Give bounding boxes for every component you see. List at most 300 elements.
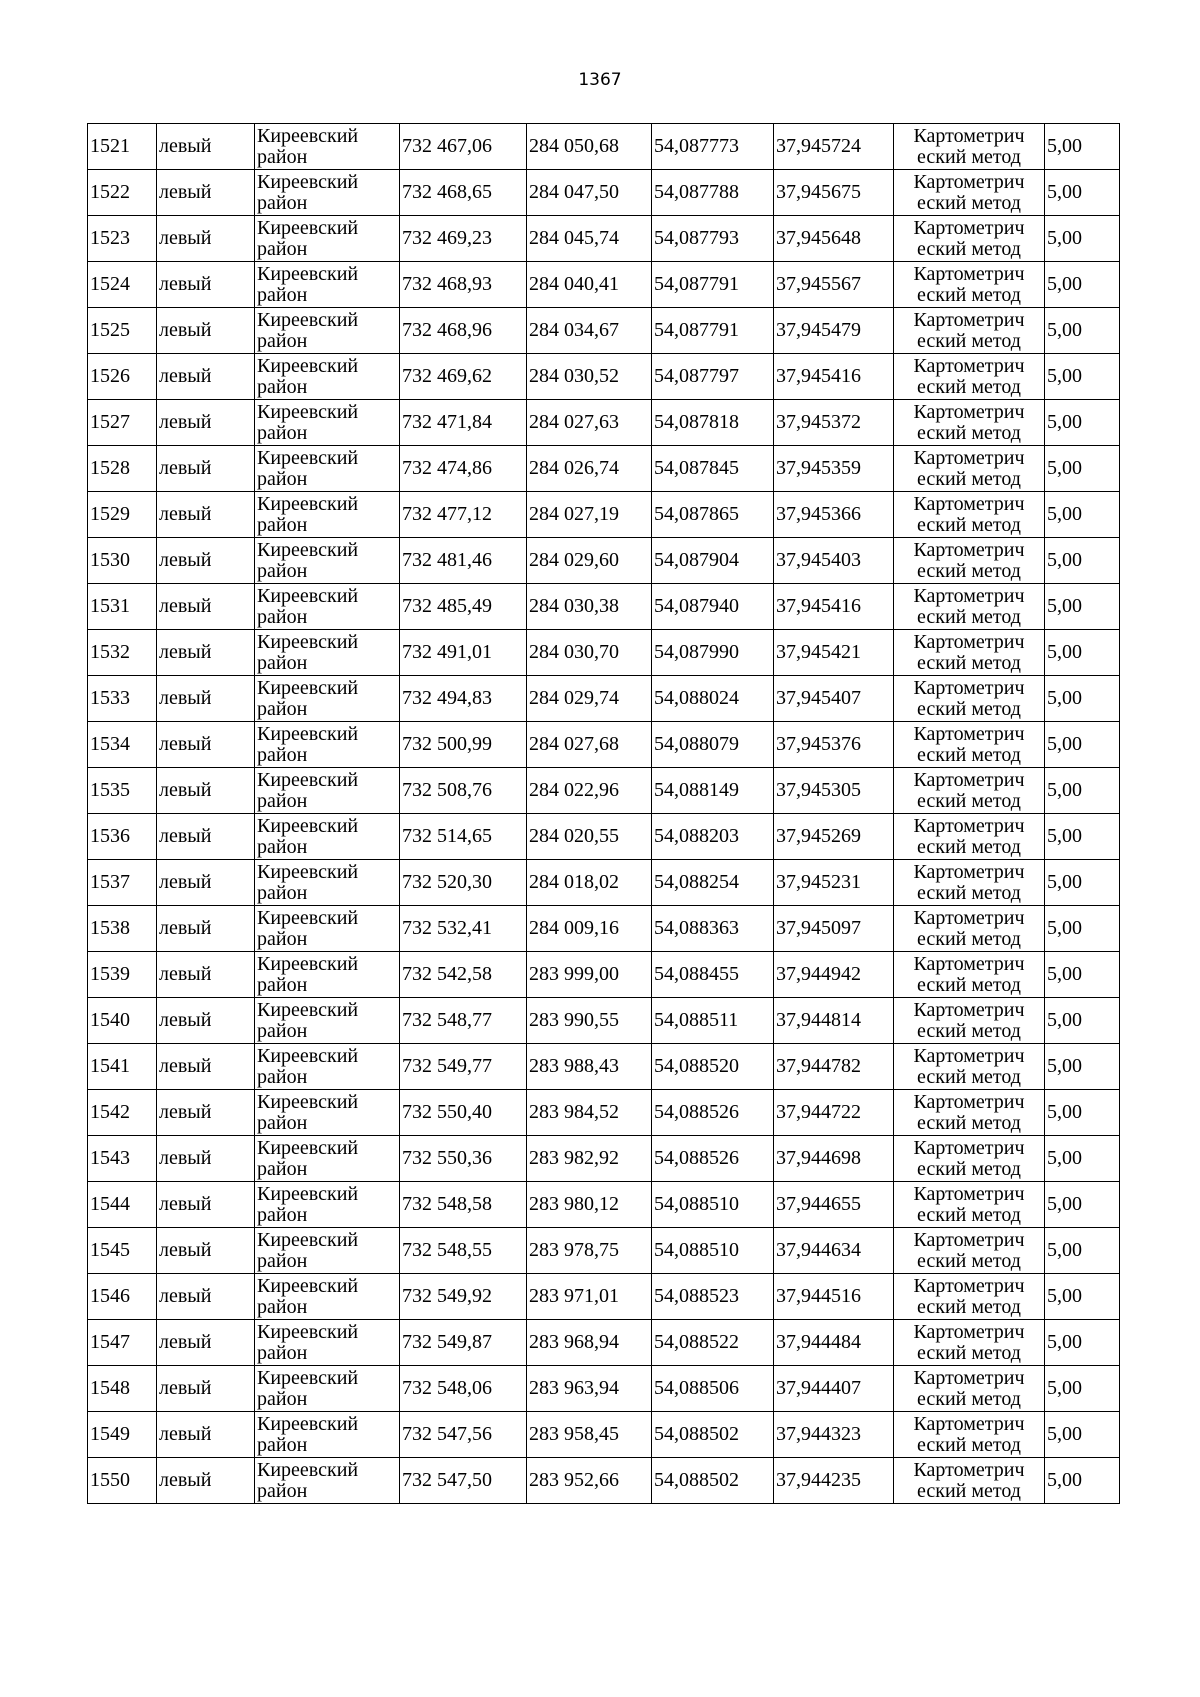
district-line: район — [257, 789, 308, 812]
district-line: Киреевский — [257, 722, 359, 745]
bank-cell: левый — [157, 308, 255, 354]
x-coordinate-cell: 732 547,50 — [400, 1458, 527, 1504]
value-cell: 5,00 — [1045, 492, 1120, 538]
value-cell: 5,00 — [1045, 1044, 1120, 1090]
point-number-cell: 1534 — [88, 722, 157, 768]
y-coordinate-cell: 284 047,50 — [527, 170, 652, 216]
method-cell — [894, 400, 1045, 446]
district-line: район — [257, 1203, 308, 1226]
method-line: еский метод — [917, 1341, 1021, 1364]
district-cell — [255, 952, 400, 998]
x-coordinate-cell: 732 548,77 — [400, 998, 527, 1044]
value-cell: 5,00 — [1045, 446, 1120, 492]
district-line: район — [257, 513, 308, 536]
longitude-cell: 37,945359 — [774, 446, 894, 492]
district-line: район — [257, 973, 308, 996]
method-line: еский метод — [917, 605, 1021, 628]
latitude-cell: 54,088502 — [652, 1458, 774, 1504]
bank-cell: левый — [157, 1090, 255, 1136]
method-line: еский метод — [917, 835, 1021, 858]
method-line: еский метод — [917, 421, 1021, 444]
method-line: Картометрич — [913, 124, 1025, 147]
bank-cell: левый — [157, 1044, 255, 1090]
table-body — [88, 124, 1120, 1504]
district-line: Киреевский — [257, 676, 359, 699]
method-line: Картометрич — [913, 1182, 1025, 1205]
bank-cell: левый — [157, 1274, 255, 1320]
point-number-cell: 1538 — [88, 906, 157, 952]
y-coordinate-cell: 283 978,75 — [527, 1228, 652, 1274]
method-line: Картометрич — [913, 1044, 1025, 1067]
method-cell — [894, 124, 1045, 170]
x-coordinate-cell: 732 471,84 — [400, 400, 527, 446]
x-coordinate-cell: 732 469,23 — [400, 216, 527, 262]
longitude-cell: 37,945372 — [774, 400, 894, 446]
district-line: Киреевский — [257, 538, 359, 561]
method-line: еский метод — [917, 881, 1021, 904]
table-row — [88, 630, 1120, 676]
y-coordinate-cell: 283 982,92 — [527, 1136, 652, 1182]
method-line: Картометрич — [913, 814, 1025, 837]
value-cell: 5,00 — [1045, 1412, 1120, 1458]
district-line: район — [257, 1065, 308, 1088]
bank-cell: левый — [157, 676, 255, 722]
point-number-cell: 1525 — [88, 308, 157, 354]
table-row — [88, 1044, 1120, 1090]
point-number-cell: 1537 — [88, 860, 157, 906]
method-cell — [894, 1274, 1045, 1320]
method-line: Картометрич — [913, 998, 1025, 1021]
point-number-cell: 1542 — [88, 1090, 157, 1136]
method-line: Картометрич — [913, 538, 1025, 561]
x-coordinate-cell: 732 548,55 — [400, 1228, 527, 1274]
y-coordinate-cell: 283 984,52 — [527, 1090, 652, 1136]
y-coordinate-cell: 283 988,43 — [527, 1044, 652, 1090]
method-line: Картометрич — [913, 722, 1025, 745]
longitude-cell: 37,945403 — [774, 538, 894, 584]
bank-cell: левый — [157, 400, 255, 446]
value-cell: 5,00 — [1045, 308, 1120, 354]
latitude-cell: 54,088254 — [652, 860, 774, 906]
value-cell: 5,00 — [1045, 630, 1120, 676]
y-coordinate-cell: 284 050,68 — [527, 124, 652, 170]
method-line: еский метод — [917, 283, 1021, 306]
latitude-cell: 54,087797 — [652, 354, 774, 400]
bank-cell: левый — [157, 1458, 255, 1504]
method-line: еский метод — [917, 651, 1021, 674]
district-line: район — [257, 1295, 308, 1318]
value-cell: 5,00 — [1045, 768, 1120, 814]
longitude-cell: 37,945366 — [774, 492, 894, 538]
district-cell — [255, 998, 400, 1044]
coordinates-table — [87, 123, 1120, 1504]
longitude-cell: 37,944722 — [774, 1090, 894, 1136]
method-line: Картометрич — [913, 308, 1025, 331]
table-row — [88, 1412, 1120, 1458]
district-line: Киреевский — [257, 216, 359, 239]
x-coordinate-cell: 732 548,58 — [400, 1182, 527, 1228]
latitude-cell: 54,088455 — [652, 952, 774, 998]
x-coordinate-cell: 732 468,96 — [400, 308, 527, 354]
value-cell: 5,00 — [1045, 952, 1120, 998]
latitude-cell: 54,087940 — [652, 584, 774, 630]
x-coordinate-cell: 732 491,01 — [400, 630, 527, 676]
bank-cell: левый — [157, 216, 255, 262]
point-number-cell: 1521 — [88, 124, 157, 170]
district-cell — [255, 630, 400, 676]
x-coordinate-cell: 732 550,40 — [400, 1090, 527, 1136]
y-coordinate-cell: 283 990,55 — [527, 998, 652, 1044]
method-cell — [894, 216, 1045, 262]
bank-cell: левый — [157, 262, 255, 308]
point-number-cell: 1526 — [88, 354, 157, 400]
value-cell: 5,00 — [1045, 1320, 1120, 1366]
bank-cell: левый — [157, 446, 255, 492]
value-cell: 5,00 — [1045, 906, 1120, 952]
method-line: Картометрич — [913, 906, 1025, 929]
bank-cell: левый — [157, 722, 255, 768]
point-number-cell: 1536 — [88, 814, 157, 860]
method-cell — [894, 630, 1045, 676]
method-cell — [894, 1458, 1045, 1504]
bank-cell: левый — [157, 124, 255, 170]
method-cell — [894, 676, 1045, 722]
point-number-cell: 1541 — [88, 1044, 157, 1090]
bank-cell: левый — [157, 860, 255, 906]
point-number-cell: 1548 — [88, 1366, 157, 1412]
point-number-cell: 1529 — [88, 492, 157, 538]
longitude-cell: 37,945416 — [774, 584, 894, 630]
longitude-cell: 37,945421 — [774, 630, 894, 676]
table-row — [88, 308, 1120, 354]
district-line: Киреевский — [257, 1136, 359, 1159]
method-line: еский метод — [917, 559, 1021, 582]
bank-cell: левый — [157, 1182, 255, 1228]
district-cell — [255, 1228, 400, 1274]
bank-cell: левый — [157, 630, 255, 676]
x-coordinate-cell: 732 508,76 — [400, 768, 527, 814]
district-line: район — [257, 145, 308, 168]
table-row — [88, 354, 1120, 400]
district-cell — [255, 860, 400, 906]
bank-cell: левый — [157, 584, 255, 630]
method-line: еский метод — [917, 467, 1021, 490]
table-row — [88, 998, 1120, 1044]
district-cell — [255, 538, 400, 584]
x-coordinate-cell: 732 549,92 — [400, 1274, 527, 1320]
method-cell — [894, 1136, 1045, 1182]
district-line: район — [257, 1387, 308, 1410]
district-cell — [255, 1044, 400, 1090]
method-cell — [894, 1090, 1045, 1136]
district-line: район — [257, 1249, 308, 1272]
y-coordinate-cell: 284 027,63 — [527, 400, 652, 446]
table-row — [88, 1182, 1120, 1228]
latitude-cell: 54,088363 — [652, 906, 774, 952]
latitude-cell: 54,088149 — [652, 768, 774, 814]
table-row — [88, 1228, 1120, 1274]
point-number-cell: 1522 — [88, 170, 157, 216]
method-cell — [894, 722, 1045, 768]
method-line: еский метод — [917, 927, 1021, 950]
y-coordinate-cell: 284 026,74 — [527, 446, 652, 492]
method-line: еский метод — [917, 513, 1021, 536]
longitude-cell: 37,944698 — [774, 1136, 894, 1182]
latitude-cell: 54,088203 — [652, 814, 774, 860]
x-coordinate-cell: 732 532,41 — [400, 906, 527, 952]
district-line: Киреевский — [257, 1412, 359, 1435]
table-row — [88, 446, 1120, 492]
district-cell — [255, 1182, 400, 1228]
district-cell — [255, 1136, 400, 1182]
y-coordinate-cell: 284 034,67 — [527, 308, 652, 354]
value-cell: 5,00 — [1045, 676, 1120, 722]
table-row — [88, 1366, 1120, 1412]
bank-cell: левый — [157, 998, 255, 1044]
longitude-cell: 37,944323 — [774, 1412, 894, 1458]
method-cell — [894, 446, 1045, 492]
y-coordinate-cell: 284 029,60 — [527, 538, 652, 584]
point-number-cell: 1539 — [88, 952, 157, 998]
district-line: район — [257, 559, 308, 582]
y-coordinate-cell: 284 020,55 — [527, 814, 652, 860]
method-cell — [894, 1412, 1045, 1458]
latitude-cell: 54,088024 — [652, 676, 774, 722]
x-coordinate-cell: 732 477,12 — [400, 492, 527, 538]
latitude-cell: 54,087773 — [652, 124, 774, 170]
y-coordinate-cell: 284 040,41 — [527, 262, 652, 308]
longitude-cell: 37,945407 — [774, 676, 894, 722]
x-coordinate-cell: 732 520,30 — [400, 860, 527, 906]
x-coordinate-cell: 732 485,49 — [400, 584, 527, 630]
latitude-cell: 54,087845 — [652, 446, 774, 492]
value-cell: 5,00 — [1045, 584, 1120, 630]
longitude-cell: 37,945097 — [774, 906, 894, 952]
x-coordinate-cell: 732 514,65 — [400, 814, 527, 860]
district-line: Киреевский — [257, 860, 359, 883]
y-coordinate-cell: 283 971,01 — [527, 1274, 652, 1320]
district-line: район — [257, 421, 308, 444]
value-cell: 5,00 — [1045, 998, 1120, 1044]
table-row — [88, 860, 1120, 906]
value-cell: 5,00 — [1045, 1458, 1120, 1504]
district-cell — [255, 906, 400, 952]
method-cell — [894, 170, 1045, 216]
method-line: Картометрич — [913, 584, 1025, 607]
method-line: еский метод — [917, 1249, 1021, 1272]
latitude-cell: 54,087865 — [652, 492, 774, 538]
bank-cell: левый — [157, 1412, 255, 1458]
method-line: Картометрич — [913, 768, 1025, 791]
method-line: Картометрич — [913, 1136, 1025, 1159]
district-line: Киреевский — [257, 1320, 359, 1343]
point-number-cell: 1543 — [88, 1136, 157, 1182]
district-line: район — [257, 835, 308, 858]
district-line: район — [257, 743, 308, 766]
latitude-cell: 54,088523 — [652, 1274, 774, 1320]
longitude-cell: 37,945305 — [774, 768, 894, 814]
y-coordinate-cell: 283 999,00 — [527, 952, 652, 998]
district-line: Киреевский — [257, 814, 359, 837]
y-coordinate-cell: 284 030,52 — [527, 354, 652, 400]
y-coordinate-cell: 284 027,68 — [527, 722, 652, 768]
method-cell — [894, 354, 1045, 400]
method-cell — [894, 814, 1045, 860]
method-line: Картометрич — [913, 952, 1025, 975]
value-cell: 5,00 — [1045, 814, 1120, 860]
method-line: Картометрич — [913, 1274, 1025, 1297]
latitude-cell: 54,087818 — [652, 400, 774, 446]
method-line: Картометрич — [913, 676, 1025, 699]
district-line: Киреевский — [257, 1044, 359, 1067]
longitude-cell: 37,944634 — [774, 1228, 894, 1274]
method-line: Картометрич — [913, 1228, 1025, 1251]
point-number-cell: 1547 — [88, 1320, 157, 1366]
method-cell — [894, 998, 1045, 1044]
method-line: Картометрич — [913, 170, 1025, 193]
district-line: район — [257, 1479, 308, 1502]
longitude-cell: 37,945724 — [774, 124, 894, 170]
x-coordinate-cell: 732 468,65 — [400, 170, 527, 216]
point-number-cell: 1544 — [88, 1182, 157, 1228]
y-coordinate-cell: 283 968,94 — [527, 1320, 652, 1366]
value-cell: 5,00 — [1045, 354, 1120, 400]
value-cell: 5,00 — [1045, 1136, 1120, 1182]
y-coordinate-cell: 284 018,02 — [527, 860, 652, 906]
table-row — [88, 722, 1120, 768]
district-line: район — [257, 191, 308, 214]
district-cell — [255, 1412, 400, 1458]
district-line: Киреевский — [257, 1182, 359, 1205]
longitude-cell: 37,945648 — [774, 216, 894, 262]
x-coordinate-cell: 732 467,06 — [400, 124, 527, 170]
latitude-cell: 54,088526 — [652, 1090, 774, 1136]
method-line: Картометрич — [913, 630, 1025, 653]
value-cell: 5,00 — [1045, 1090, 1120, 1136]
bank-cell: левый — [157, 1228, 255, 1274]
bank-cell: левый — [157, 492, 255, 538]
method-cell — [894, 768, 1045, 814]
district-line: район — [257, 927, 308, 950]
y-coordinate-cell: 284 022,96 — [527, 768, 652, 814]
district-line: район — [257, 237, 308, 260]
district-line: Киреевский — [257, 584, 359, 607]
value-cell: 5,00 — [1045, 538, 1120, 584]
point-number-cell: 1532 — [88, 630, 157, 676]
district-line: Киреевский — [257, 400, 359, 423]
table-row — [88, 124, 1120, 170]
longitude-cell: 37,944782 — [774, 1044, 894, 1090]
longitude-cell: 37,945269 — [774, 814, 894, 860]
table-row — [88, 492, 1120, 538]
y-coordinate-cell: 283 958,45 — [527, 1412, 652, 1458]
district-line: район — [257, 1019, 308, 1042]
y-coordinate-cell: 284 009,16 — [527, 906, 652, 952]
longitude-cell: 37,944655 — [774, 1182, 894, 1228]
district-cell — [255, 170, 400, 216]
district-cell — [255, 1274, 400, 1320]
x-coordinate-cell: 732 468,93 — [400, 262, 527, 308]
point-number-cell: 1524 — [88, 262, 157, 308]
longitude-cell: 37,945416 — [774, 354, 894, 400]
district-line: Киреевский — [257, 492, 359, 515]
y-coordinate-cell: 284 029,74 — [527, 676, 652, 722]
latitude-cell: 54,087791 — [652, 308, 774, 354]
method-cell — [894, 1182, 1045, 1228]
x-coordinate-cell: 732 474,86 — [400, 446, 527, 492]
district-cell — [255, 308, 400, 354]
page-number: 1367 — [578, 70, 622, 90]
method-line: еский метод — [917, 1295, 1021, 1318]
point-number-cell: 1535 — [88, 768, 157, 814]
district-line: Киреевский — [257, 170, 359, 193]
point-number-cell: 1527 — [88, 400, 157, 446]
longitude-cell: 37,945231 — [774, 860, 894, 906]
latitude-cell: 54,088079 — [652, 722, 774, 768]
table-row — [88, 1090, 1120, 1136]
y-coordinate-cell: 284 030,70 — [527, 630, 652, 676]
table-row — [88, 768, 1120, 814]
latitude-cell: 54,088511 — [652, 998, 774, 1044]
bank-cell: левый — [157, 906, 255, 952]
method-line: еский метод — [917, 743, 1021, 766]
latitude-cell: 54,088502 — [652, 1412, 774, 1458]
x-coordinate-cell: 732 547,56 — [400, 1412, 527, 1458]
value-cell: 5,00 — [1045, 722, 1120, 768]
method-line: еский метод — [917, 1203, 1021, 1226]
method-line: еский метод — [917, 237, 1021, 260]
district-cell — [255, 768, 400, 814]
district-cell — [255, 1366, 400, 1412]
value-cell: 5,00 — [1045, 1228, 1120, 1274]
latitude-cell: 54,087788 — [652, 170, 774, 216]
value-cell: 5,00 — [1045, 1366, 1120, 1412]
x-coordinate-cell: 732 500,99 — [400, 722, 527, 768]
method-cell — [894, 952, 1045, 998]
district-line: район — [257, 605, 308, 628]
district-cell — [255, 1090, 400, 1136]
district-line: район — [257, 651, 308, 674]
longitude-cell: 37,945675 — [774, 170, 894, 216]
bank-cell: левый — [157, 1136, 255, 1182]
point-number-cell: 1523 — [88, 216, 157, 262]
district-line: район — [257, 697, 308, 720]
method-cell — [894, 1366, 1045, 1412]
longitude-cell: 37,945376 — [774, 722, 894, 768]
district-cell — [255, 400, 400, 446]
latitude-cell: 54,088520 — [652, 1044, 774, 1090]
bank-cell: левый — [157, 1366, 255, 1412]
bank-cell: левый — [157, 354, 255, 400]
x-coordinate-cell: 732 494,83 — [400, 676, 527, 722]
method-line: еский метод — [917, 1019, 1021, 1042]
method-cell — [894, 538, 1045, 584]
bank-cell: левый — [157, 768, 255, 814]
method-line: Картометрич — [913, 860, 1025, 883]
x-coordinate-cell: 732 550,36 — [400, 1136, 527, 1182]
method-line: Картометрич — [913, 354, 1025, 377]
y-coordinate-cell: 284 030,38 — [527, 584, 652, 630]
method-cell — [894, 1228, 1045, 1274]
longitude-cell: 37,944942 — [774, 952, 894, 998]
point-number-cell: 1528 — [88, 446, 157, 492]
district-line: Киреевский — [257, 998, 359, 1021]
method-cell — [894, 584, 1045, 630]
table-row — [88, 1320, 1120, 1366]
longitude-cell: 37,944407 — [774, 1366, 894, 1412]
method-line: еский метод — [917, 1065, 1021, 1088]
latitude-cell: 54,088526 — [652, 1136, 774, 1182]
